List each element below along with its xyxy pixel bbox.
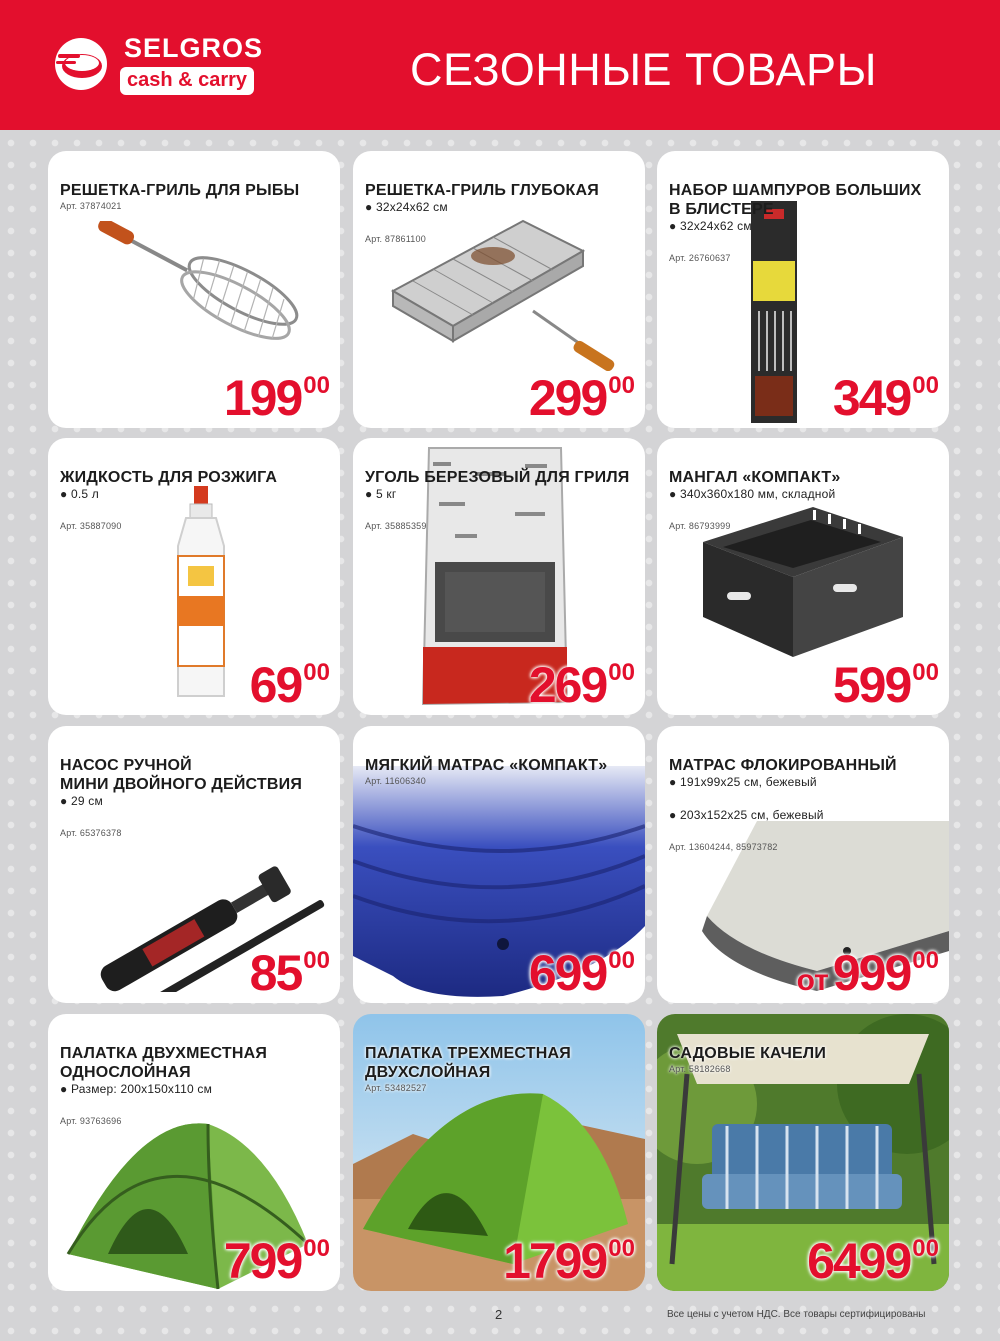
product-spec: ● 29 см (60, 794, 103, 808)
product-title: ПАЛАТКА ДВУХМЕСТНАЯ ОДНОСЛОЙНАЯ ● Размер: 200x150x110 см Арт. 93763696 (60, 1025, 330, 1147)
product-article: Арт. 37874021 (60, 201, 122, 211)
product-spec: ● 32x24x62 см (365, 200, 448, 214)
product-price: от99900 (796, 945, 939, 1001)
fish-grill-grate-icon (76, 221, 316, 361)
product-price: 69900 (528, 945, 635, 1001)
product-card[interactable] (353, 438, 645, 715)
product-title: МЯГКИЙ МАТРАС «КОМПАКТ» Арт. 11606340 (365, 737, 635, 807)
product-title: ПАЛАТКА ТРЕХМЕСТНАЯ ДВУХСЛОЙНАЯ Арт. 53482527 (365, 1025, 635, 1114)
product-price: 179900 (503, 1233, 635, 1289)
product-spec: ● 5 кг (365, 487, 397, 501)
product-card[interactable] (48, 726, 340, 1003)
product-title: САДОВЫЕ КАЧЕЛИ Арт. 58182668 (669, 1025, 939, 1095)
product-article: Арт. 87861100 (365, 234, 426, 244)
product-price: 29900 (528, 370, 635, 426)
product-article: Арт. 65376378 (60, 828, 122, 838)
product-price: 34900 (832, 370, 939, 426)
product-price: 59900 (832, 657, 939, 713)
page-title: СЕЗОННЫЕ ТОВАРЫ (410, 44, 877, 95)
product-spec: ● 340x360x180 мм, складной (669, 487, 836, 501)
product-card[interactable] (657, 726, 949, 1003)
product-article: Арт. 13604244, 85973782 (669, 842, 778, 852)
product-spec: ● Размер: 200x150x110 см (60, 1082, 213, 1096)
selgros-logo-icon (48, 36, 114, 92)
product-article: Арт. 26760637 (669, 253, 731, 263)
header-banner (0, 0, 1000, 130)
product-price: 8500 (249, 945, 330, 1001)
product-title: РЕШЕТКА-ГРИЛЬ ГЛУБОКАЯ ● 32x24x62 см Арт. 87861100 (365, 162, 635, 265)
product-price: 649900 (807, 1233, 939, 1289)
product-title: УГОЛЬ БЕРЕЗОВЫЙ ДЛЯ ГРИЛЯ ● 5 кг Арт. 35885359 (365, 449, 635, 552)
product-spec: ● 203x152x25 см, бежевый (669, 808, 824, 822)
product-card[interactable] (353, 1014, 645, 1291)
product-title: ЖИДКОСТЬ ДЛЯ РОЗЖИГА ● 0.5 л Арт. 35887090 (60, 449, 330, 552)
product-article: Арт. 35885359 (365, 521, 427, 531)
brand-name: SELGROS (124, 33, 264, 63)
product-title: МАТРАС ФЛОКИРОВАННЫЙ ● 191x99x25 см, бежевый ● 203x152x25 см, бежевый Арт. 13604244, 85973782 (669, 737, 939, 873)
product-card[interactable] (657, 1014, 949, 1291)
product-article: Арт. 93763696 (60, 1116, 122, 1126)
brand-tagline: cash & carry (120, 67, 254, 95)
product-article: Арт. 35887090 (60, 521, 122, 531)
product-spec: ● 0.5 л (60, 487, 99, 501)
product-article: Арт. 58182668 (669, 1064, 731, 1074)
product-card[interactable] (48, 151, 340, 428)
product-title: РЕШЕТКА-ГРИЛЬ ДЛЯ РЫБЫ Арт. 37874021 (60, 162, 330, 232)
page-number: 2 (495, 1307, 503, 1322)
product-card[interactable] (353, 151, 645, 428)
product-title: НАСОС РУЧНОЙ МИНИ ДВОЙНОГО ДЕЙСТВИЯ ● 29 см Арт. 65376378 (60, 737, 330, 859)
product-card[interactable] (48, 1014, 340, 1291)
product-price: 6900 (249, 657, 330, 713)
product-card[interactable] (657, 151, 949, 428)
product-article: Арт. 53482527 (365, 1083, 427, 1093)
product-card[interactable] (657, 438, 949, 715)
footer-disclaimer: Все цены с учетом НДС. Все товары сертифицированы (667, 1309, 926, 1320)
product-price: 79900 (223, 1233, 330, 1289)
product-title: МАНГАЛ «КОМПАКТ» ● 340x360x180 мм, складной Арт. 86793999 (669, 449, 939, 552)
product-card[interactable] (353, 726, 645, 1003)
product-article: Арт. 11606340 (365, 776, 426, 786)
product-article: Арт. 86793999 (669, 521, 731, 531)
product-spec: ● 32x24x62 см (669, 219, 752, 233)
product-spec: ● 191x99x25 см, бежевый (669, 775, 817, 789)
product-card[interactable] (48, 438, 340, 715)
product-price: 26900 (528, 657, 635, 713)
product-title: НАБОР ШАМПУРОВ БОЛЬШИХ В БЛИСТЕРЕ ● 32x24x62 см Арт. 26760637 (669, 162, 939, 284)
product-price: 19900 (223, 370, 330, 426)
